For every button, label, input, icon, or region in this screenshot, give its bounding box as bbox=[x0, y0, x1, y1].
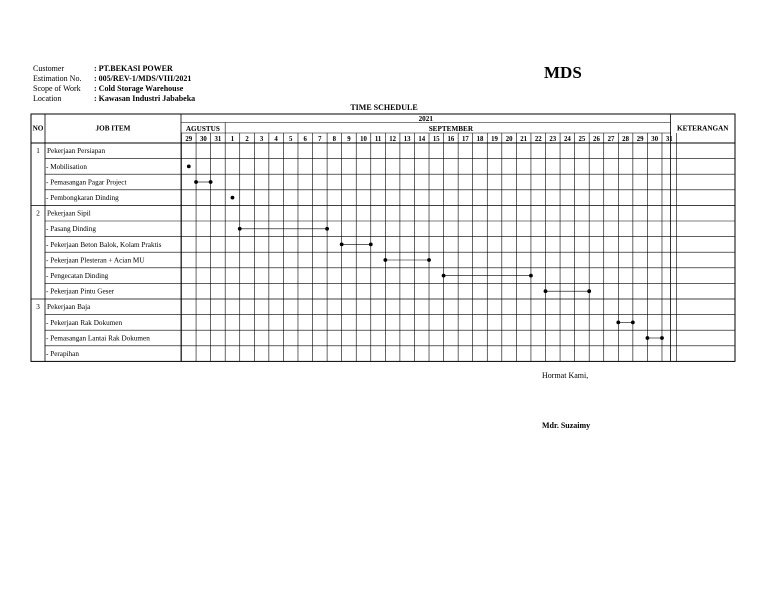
day-label: 30 bbox=[199, 136, 207, 143]
month-label: SEPTEMBER bbox=[428, 125, 474, 133]
schedule-marker bbox=[187, 165, 191, 169]
group-title: Pekerjaan Sipil bbox=[47, 209, 91, 218]
field-value: : 005/REV-1/MDS/VIII/2021 bbox=[94, 74, 192, 83]
schedule-marker bbox=[383, 258, 387, 262]
schedule-marker bbox=[631, 321, 635, 325]
day-label: 7 bbox=[318, 136, 322, 143]
day-label: 16 bbox=[447, 136, 455, 143]
column-header-keterangan: KETERANGAN bbox=[676, 124, 729, 133]
day-label: 14 bbox=[418, 136, 426, 143]
group-number: 2 bbox=[36, 209, 40, 218]
day-label: 28 bbox=[622, 136, 629, 143]
schedule-marker bbox=[238, 227, 242, 231]
day-label: 20 bbox=[505, 136, 513, 143]
schedule-marker bbox=[369, 243, 373, 247]
schedule-marker bbox=[646, 336, 650, 340]
group-number: 3 bbox=[36, 303, 40, 312]
signatory-name: Mdr. Suzaimy bbox=[542, 421, 591, 430]
day-label: 2 bbox=[245, 136, 249, 143]
job-item-label: - Pekerjaan Beton Balok, Kolam Praktis bbox=[46, 240, 162, 249]
day-label: 12 bbox=[389, 136, 397, 143]
day-label: 27 bbox=[607, 136, 615, 143]
day-label: 31 bbox=[214, 136, 222, 143]
month-label: AGUSTUS bbox=[185, 125, 220, 133]
day-label: 17 bbox=[462, 136, 469, 143]
job-item-label: - Perapihan bbox=[46, 350, 79, 358]
day-label: 10 bbox=[360, 136, 367, 143]
day-label: 3 bbox=[259, 136, 264, 143]
job-item-label: - Pemasangan Pagar Project bbox=[46, 178, 127, 187]
schedule-marker bbox=[587, 289, 591, 293]
job-item-label: - Pekerjaan Pintu Geser bbox=[46, 287, 115, 296]
job-item-label: - Pekerjaan Rak Dokumen bbox=[46, 318, 123, 327]
table-border bbox=[31, 114, 735, 361]
field-value: : Kawasan Industri Jababeka bbox=[94, 94, 196, 103]
field-label: Location bbox=[33, 94, 62, 103]
day-label: 21 bbox=[520, 136, 528, 143]
day-label: 22 bbox=[534, 136, 542, 143]
day-label: 15 bbox=[432, 136, 440, 143]
group-title: Pekerjaan Persiapan bbox=[47, 147, 106, 156]
schedule-marker bbox=[660, 336, 664, 340]
day-label: 19 bbox=[491, 136, 498, 143]
schedule-marker bbox=[616, 321, 620, 325]
schedule-marker bbox=[442, 274, 446, 278]
schedule-marker bbox=[340, 243, 344, 247]
day-label: 11 bbox=[374, 136, 382, 143]
day-label: 31 bbox=[665, 136, 673, 143]
day-label: 25 bbox=[578, 136, 586, 143]
job-item-label: - Pemasangan Lantai Rak Dokumen bbox=[46, 334, 150, 343]
schedule-year: 2021 bbox=[418, 115, 433, 123]
day-label: 13 bbox=[403, 136, 411, 143]
schedule-title: TIME SCHEDULE bbox=[350, 103, 418, 112]
day-label: 23 bbox=[549, 136, 557, 143]
day-label: 8 bbox=[332, 136, 337, 143]
job-item-label: - Mobilisation bbox=[46, 162, 87, 171]
day-label: 18 bbox=[476, 136, 484, 143]
schedule-marker bbox=[427, 258, 431, 262]
day-label: 5 bbox=[288, 136, 293, 143]
job-item-label: - Pengecatan Dinding bbox=[46, 272, 109, 280]
day-label: 9 bbox=[347, 136, 351, 143]
column-header-job-item: JOB ITEM bbox=[95, 124, 131, 133]
day-label: 24 bbox=[563, 136, 571, 143]
day-label: 30 bbox=[651, 136, 659, 143]
day-label: 29 bbox=[636, 136, 644, 143]
schedule-marker bbox=[325, 227, 329, 231]
schedule-marker bbox=[544, 289, 548, 293]
group-number: 1 bbox=[36, 147, 40, 156]
group-title: Pekerjaan Baja bbox=[47, 303, 91, 312]
day-label: 1 bbox=[230, 136, 235, 143]
day-label: 6 bbox=[303, 136, 307, 143]
field-value: : PT.BEKASI POWER bbox=[94, 64, 173, 73]
day-label: 26 bbox=[593, 136, 600, 143]
job-item-label: - Pekerjaan Plesteran + Acian MU bbox=[46, 256, 145, 265]
schedule-marker bbox=[194, 180, 198, 184]
company-title: MDS bbox=[544, 63, 582, 82]
schedule-marker bbox=[231, 196, 235, 200]
field-label: Scope of Work bbox=[33, 84, 81, 93]
schedule-marker bbox=[529, 274, 533, 278]
schedule-marker bbox=[209, 180, 213, 184]
job-item-label: - Pembongkaran Dinding bbox=[46, 194, 119, 202]
job-item-label: - Pasang Dinding bbox=[46, 225, 96, 234]
closing-greeting: Hormat Kami, bbox=[542, 371, 589, 380]
field-label: Estimation No. bbox=[33, 74, 82, 83]
field-value: : Cold Storage Warehouse bbox=[94, 84, 184, 93]
day-label: 4 bbox=[274, 136, 278, 143]
field-label: Customer bbox=[33, 64, 65, 73]
column-header-no: NO bbox=[32, 124, 44, 133]
day-label: 29 bbox=[185, 136, 193, 143]
